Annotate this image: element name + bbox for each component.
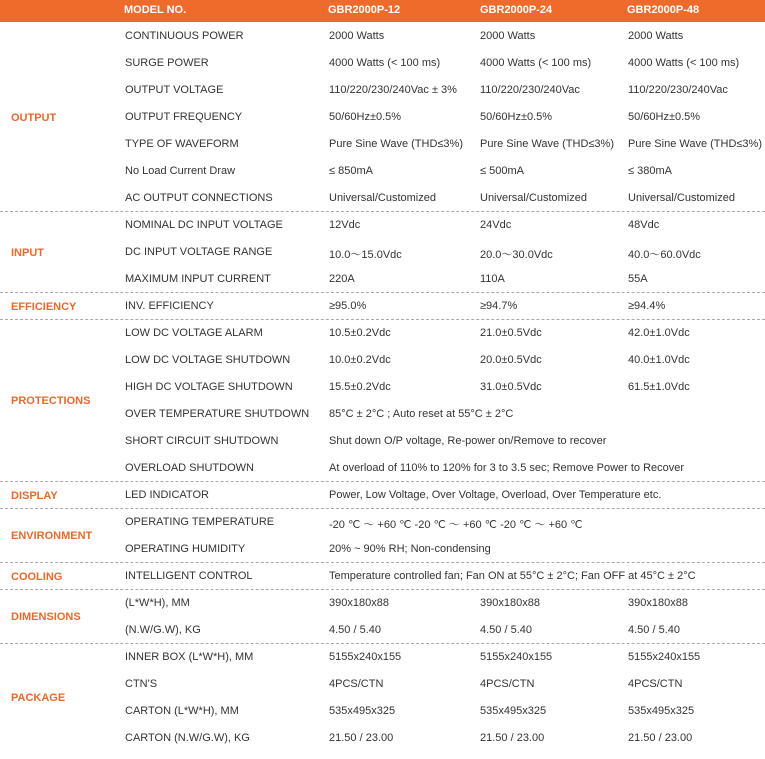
- value-cell: Universal/Customized: [480, 192, 587, 204]
- value-cell: 2000 Watts: [628, 30, 684, 42]
- table-row: [0, 536, 765, 563]
- table-row: [0, 698, 765, 725]
- table-row: [0, 239, 765, 266]
- table-row: [0, 725, 765, 752]
- value-cell: Universal/Customized: [329, 192, 436, 204]
- table-row: [0, 455, 765, 482]
- value-span-cell: Shut down O/P voltage, Re-power on/Remove to recover: [329, 435, 607, 447]
- group-label: COOLING: [11, 571, 63, 583]
- table-row: [0, 320, 765, 347]
- value-cell: 4000 Watts (< 100 ms): [628, 57, 740, 69]
- param-label: OVERLOAD SHUTDOWN: [125, 462, 254, 474]
- value-cell: 50/60Hz±0.5%: [480, 111, 553, 123]
- param-label: SURGE POWER: [125, 57, 209, 69]
- param-label: DC INPUT VOLTAGE RANGE: [125, 246, 273, 258]
- table-row: [0, 563, 765, 590]
- group-label: PACKAGE: [11, 692, 66, 704]
- param-label: MAXIMUM INPUT CURRENT: [125, 273, 271, 285]
- group-label: ENVIRONMENT: [11, 530, 93, 542]
- spec-group: [0, 212, 765, 293]
- table-row: [0, 23, 765, 50]
- value-cell: 2000 Watts: [480, 30, 536, 42]
- value-cell: 10.0±0.2Vdc: [329, 354, 391, 366]
- group-label: PROTECTIONS: [11, 395, 91, 407]
- param-label: OUTPUT VOLTAGE: [125, 84, 224, 96]
- param-label: LED INDICATOR: [125, 489, 209, 501]
- value-cell: 390x180x88: [329, 597, 389, 609]
- table-row: [0, 266, 765, 293]
- value-cell: 55A: [628, 273, 648, 285]
- value-cell: ≤ 380mA: [628, 165, 672, 177]
- table-row: [0, 590, 765, 617]
- value-cell: 42.0±1.0Vdc: [628, 327, 690, 339]
- table-row: [0, 617, 765, 644]
- spec-group: [0, 509, 765, 563]
- value-cell: 4PCS/CTN: [628, 678, 683, 690]
- spec-group: [0, 563, 765, 590]
- header-model-2: GBR2000P-24: [480, 4, 553, 16]
- value-cell: ≤ 850mA: [329, 165, 373, 177]
- value-cell: ≥95.0%: [329, 300, 367, 312]
- param-label: No Load Current Draw: [125, 165, 236, 177]
- table-row: [0, 347, 765, 374]
- group-label: DISPLAY: [11, 490, 58, 502]
- value-cell: 110A: [480, 273, 505, 285]
- value-cell: 5155x240x155: [329, 651, 402, 663]
- value-cell: ≥94.4%: [628, 300, 666, 312]
- param-label: (L*W*H), MM: [125, 597, 190, 609]
- table-row: [0, 50, 765, 77]
- value-span-cell: Power, Low Voltage, Over Voltage, Overload, Over Temperature etc.: [329, 489, 662, 501]
- value-cell: 535x495x325: [329, 705, 396, 717]
- value-cell: Pure Sine Wave (THD≤3%): [628, 138, 762, 150]
- param-label: INV. EFFICIENCY: [125, 300, 214, 312]
- table-row: [0, 104, 765, 131]
- spec-group: [0, 482, 765, 509]
- value-cell: 21.50 / 23.00: [329, 732, 394, 744]
- value-cell: 21.50 / 23.00: [480, 732, 545, 744]
- table-row: [0, 131, 765, 158]
- value-cell: 20.0～30.0Vdc: [480, 249, 553, 261]
- table-row: [0, 509, 765, 536]
- table-row: [0, 374, 765, 401]
- table-row: [0, 671, 765, 698]
- header-model-3: GBR2000P-48: [627, 4, 700, 16]
- value-cell: 24Vdc: [480, 219, 512, 231]
- value-cell: 12Vdc: [329, 219, 361, 231]
- spec-group: [0, 293, 765, 320]
- group-label: INPUT: [11, 247, 44, 259]
- value-cell: ≥94.7%: [480, 300, 518, 312]
- table-row: [0, 185, 765, 212]
- value-cell: 535x495x325: [628, 705, 695, 717]
- value-cell: 2000 Watts: [329, 30, 385, 42]
- value-cell: 390x180x88: [480, 597, 540, 609]
- value-span-cell: Temperature controlled fan; Fan ON at 55°C ± 2°C; Fan OFF at 45°C ± 2°C: [329, 570, 696, 582]
- group-label: OUTPUT: [11, 112, 57, 124]
- value-cell: 4PCS/CTN: [480, 678, 535, 690]
- value-cell: 50/60Hz±0.5%: [329, 111, 402, 123]
- value-cell: 5155x240x155: [628, 651, 701, 663]
- value-cell: 10.5±0.2Vdc: [329, 327, 391, 339]
- value-cell: 110/220/230/240Vac ± 3%: [329, 84, 457, 96]
- value-cell: 4000 Watts (< 100 ms): [329, 57, 441, 69]
- table-header: [0, 0, 765, 22]
- param-label: CARTON (L*W*H), MM: [125, 705, 239, 717]
- group-label: EFFICIENCY: [11, 301, 77, 313]
- value-cell: 535x495x325: [480, 705, 547, 717]
- value-cell: 21.0±0.5Vdc: [480, 327, 542, 339]
- param-label: CARTON (N.W/G.W), KG: [125, 732, 250, 744]
- param-label: SHORT CIRCUIT SHUTDOWN: [125, 435, 279, 447]
- param-label: OUTPUT FREQUENCY: [125, 111, 243, 123]
- spec-group: [0, 23, 765, 212]
- param-label: LOW DC VOLTAGE SHUTDOWN: [125, 354, 291, 366]
- value-cell: 21.50 / 23.00: [628, 732, 693, 744]
- value-cell: 4.50 / 5.40: [480, 624, 532, 636]
- table-row: [0, 77, 765, 104]
- table-row: [0, 212, 765, 239]
- param-label: AC OUTPUT CONNECTIONS: [125, 192, 273, 204]
- table-row: [0, 158, 765, 185]
- value-cell: ≤ 500mA: [480, 165, 524, 177]
- value-cell: 4.50 / 5.40: [329, 624, 381, 636]
- value-cell: 48Vdc: [628, 219, 660, 231]
- value-cell: 15.5±0.2Vdc: [329, 381, 391, 393]
- header-model-1: GBR2000P-12: [328, 4, 401, 16]
- table-row: [0, 482, 765, 509]
- value-cell: Universal/Customized: [628, 192, 735, 204]
- value-cell: 110/220/230/240Vac: [480, 84, 580, 96]
- header-model-label: MODEL NO.: [124, 4, 187, 16]
- value-cell: 31.0±0.5Vdc: [480, 381, 542, 393]
- value-cell: 4000 Watts (< 100 ms): [480, 57, 592, 69]
- table-row: [0, 644, 765, 671]
- param-label: OPERATING TEMPERATURE: [125, 516, 275, 528]
- value-cell: 20.0±0.5Vdc: [480, 354, 542, 366]
- param-label: INNER BOX (L*W*H), MM: [125, 651, 254, 663]
- spec-group: [0, 644, 765, 752]
- group-label: DIMENSIONS: [11, 611, 81, 623]
- spec-group: [0, 590, 765, 644]
- value-cell: 61.5±1.0Vdc: [628, 381, 690, 393]
- value-cell: 40.0±1.0Vdc: [628, 354, 690, 366]
- param-label: HIGH DC VOLTAGE SHUTDOWN: [125, 381, 293, 393]
- table-row: [0, 401, 765, 428]
- param-label: LOW DC VOLTAGE ALARM: [125, 327, 263, 339]
- spec-group: [0, 320, 765, 482]
- value-cell: 40.0～60.0Vdc: [628, 249, 701, 261]
- value-cell: 110/220/230/240Vac: [628, 84, 728, 96]
- param-label: TYPE OF WAVEFORM: [125, 138, 239, 150]
- table-row: [0, 293, 765, 320]
- param-label: (N.W/G.W), KG: [125, 624, 201, 636]
- param-label: OPERATING HUMIDITY: [125, 543, 246, 555]
- param-label: NOMINAL DC INPUT VOLTAGE: [125, 219, 283, 231]
- value-cell: Pure Sine Wave (THD≤3%): [329, 138, 463, 150]
- param-label: CTN'S: [125, 678, 158, 690]
- value-cell: 50/60Hz±0.5%: [628, 111, 701, 123]
- value-cell: 4.50 / 5.40: [628, 624, 680, 636]
- table-row: [0, 428, 765, 455]
- value-cell: 390x180x88: [628, 597, 688, 609]
- value-cell: Pure Sine Wave (THD≤3%): [480, 138, 614, 150]
- value-cell: 4PCS/CTN: [329, 678, 384, 690]
- value-span-cell: -20 ℃ ～ +60 ℃ -20 ℃ ～ +60 ℃ -20 ℃ ～ +60 ℃: [329, 519, 583, 531]
- value-cell: 5155x240x155: [480, 651, 553, 663]
- value-span-cell: At overload of 110% to 120% for 3 to 3.5 sec; Remove Power to Recover: [329, 462, 685, 474]
- value-cell: 220A: [329, 273, 355, 285]
- param-label: OVER TEMPERATURE SHUTDOWN: [125, 408, 310, 420]
- param-label: INTELLIGENT CONTROL: [125, 570, 253, 582]
- value-span-cell: 20% ~ 90% RH; Non-condensing: [329, 543, 491, 555]
- param-label: CONTINUOUS POWER: [125, 30, 244, 42]
- value-cell: 10.0～15.0Vdc: [329, 249, 402, 261]
- value-span-cell: 85°C ± 2°C ; Auto reset at 55°C ± 2°C: [329, 408, 514, 420]
